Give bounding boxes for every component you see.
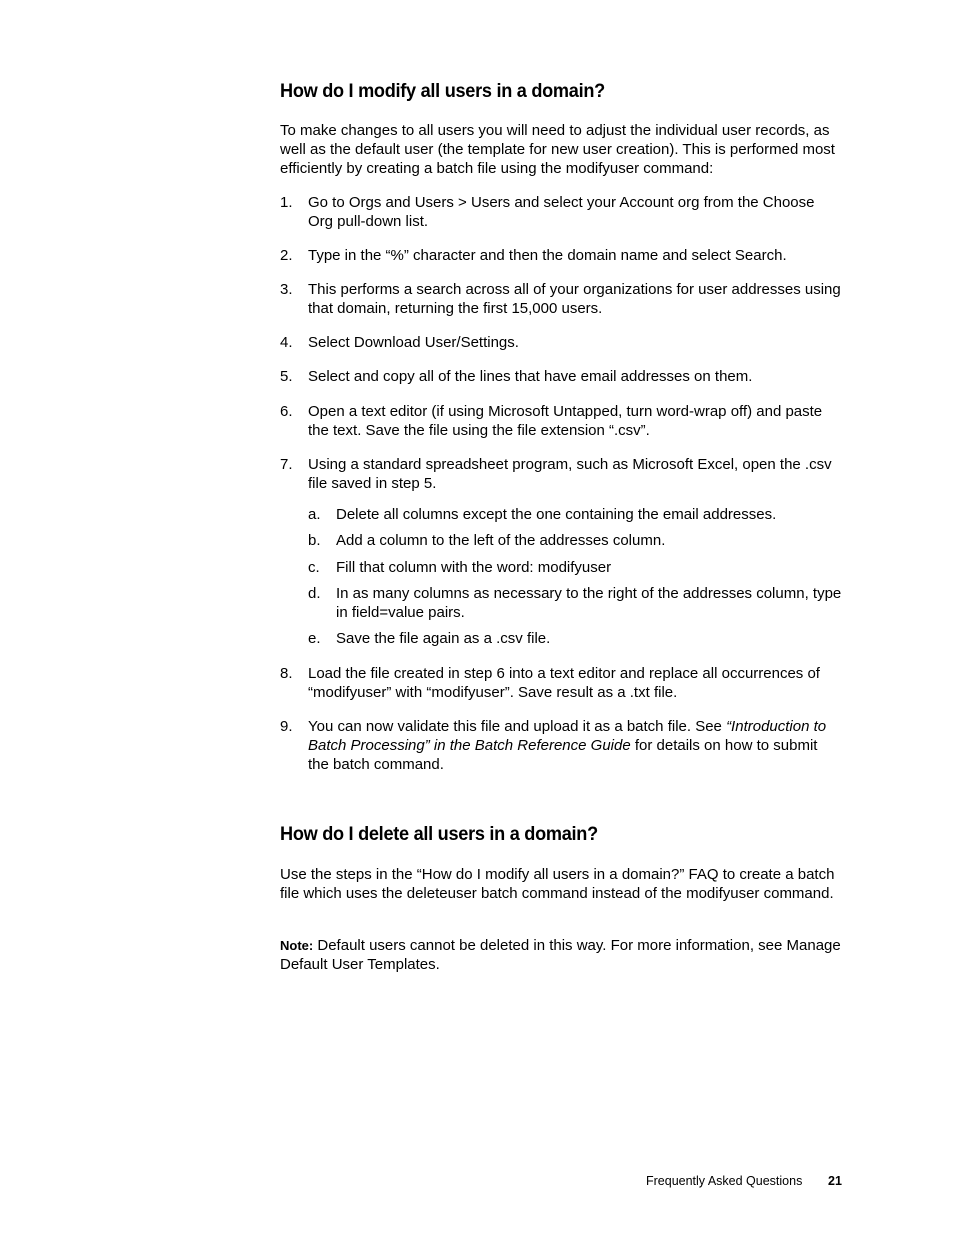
modify-intro: To make changes to all users you will need to adjust the individual user records, as well as the default user (the template for new user creation). This is performed most efficiently by creating a batch file using the modifyuser command: bbox=[280, 122, 835, 177]
batch-guide-reference: “Introduction to Batch Processing” in the Batch Reference Guide bbox=[308, 718, 827, 754]
step-number: 5. bbox=[280, 368, 293, 385]
substep-text: In as many columns as necessary to the right of the addresses column, type in field=value pairs. bbox=[336, 585, 842, 621]
substep-text: Delete all columns except the one containing the email addresses. bbox=[336, 506, 777, 523]
substep-letter: e. bbox=[308, 630, 321, 647]
step-text: Go to Orgs and Users > Users and select your Account org from the Choose Org pull-down list. bbox=[308, 194, 815, 230]
section-heading-modify: How do I modify all users in a domain? bbox=[280, 80, 605, 102]
step-number: 2. bbox=[280, 247, 293, 264]
footer-section-title: Frequently Asked Questions bbox=[646, 1174, 803, 1188]
step-text: Type in the “%” character and then the domain name and select Search. bbox=[308, 247, 787, 264]
step-number: 6. bbox=[280, 403, 293, 420]
substep-text: Add a column to the left of the addresses column. bbox=[336, 532, 666, 549]
substep-letter: b. bbox=[308, 532, 321, 549]
step-number: 8. bbox=[280, 665, 293, 682]
step-number: 3. bbox=[280, 281, 293, 298]
step-text bbox=[308, 717, 842, 774]
step-text-part: for details on how to submit the batch command. bbox=[308, 737, 818, 773]
substep-text: Save the file again as a .csv file. bbox=[336, 630, 551, 647]
step-number: 4. bbox=[280, 334, 293, 351]
note-label: Note: bbox=[280, 938, 314, 953]
page-number: 21 bbox=[828, 1174, 842, 1188]
note-text: Default users cannot be deleted in this way. For more information, see Manage Default User Templates. bbox=[280, 937, 841, 973]
substep-letter: d. bbox=[308, 585, 321, 602]
substep-letter: c. bbox=[308, 559, 320, 576]
substep-text: Fill that column with the word: modifyuser bbox=[336, 559, 612, 576]
step-text: Open a text editor (if using Microsoft Untapped, turn word-wrap off) and paste the text. Save the file using the file extension “.csv”. bbox=[308, 403, 823, 439]
note-paragraph bbox=[280, 936, 842, 974]
substep-letter: a. bbox=[308, 506, 321, 523]
step-text: This performs a search across all of your organizations for user addresses using that domain, returning the first 15,000 users. bbox=[308, 281, 841, 317]
delete-intro: Use the steps in the “How do I modify all users in a domain?” FAQ to create a batch file which uses the deleteuser batch command instead of the modifyuser command. bbox=[280, 866, 835, 902]
section-heading-delete: How do I delete all users in a domain? bbox=[280, 823, 598, 845]
step-number: 7. bbox=[280, 456, 293, 473]
step-text: Using a standard spreadsheet program, such as Microsoft Excel, open the .csv file saved in step 5. bbox=[308, 456, 832, 492]
step-text: Select and copy all of the lines that have email addresses on them. bbox=[308, 368, 753, 385]
step-text-part: You can now validate this file and upload it as a batch file. See bbox=[308, 718, 727, 735]
step-number: 9. bbox=[280, 718, 293, 735]
step-number: 1. bbox=[280, 194, 293, 211]
step-text: Load the file created in step 6 into a text editor and replace all occurrences of “modifyuser” with “modifyuser”. Save result as a .txt file. bbox=[308, 665, 820, 701]
step-text: Select Download User/Settings. bbox=[308, 334, 519, 351]
